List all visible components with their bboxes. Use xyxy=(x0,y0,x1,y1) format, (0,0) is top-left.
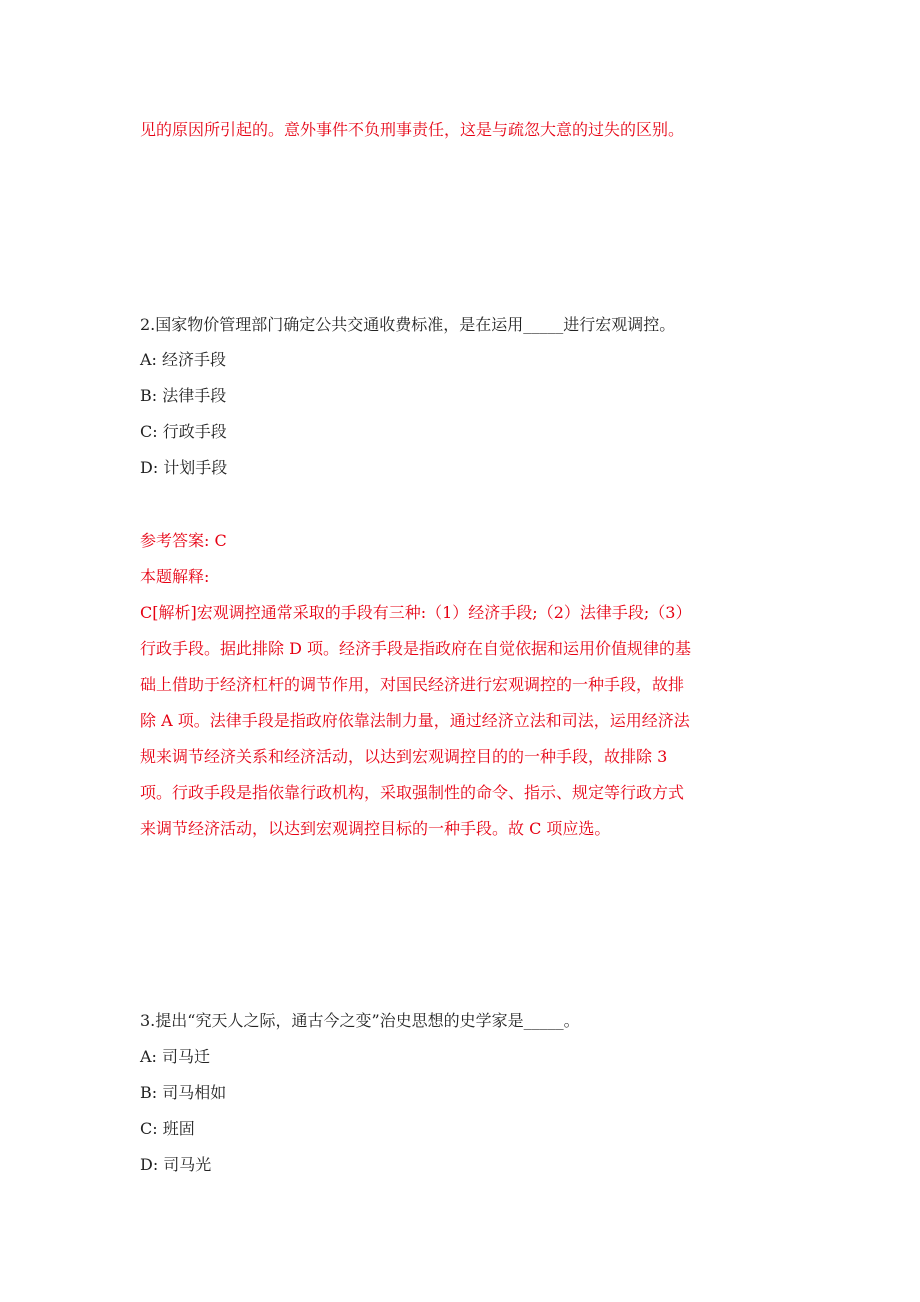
q2-explanation-line-1: C[解析]宏观调控通常采取的手段有三种:（1）经济手段;（2）法律手段;（3） xyxy=(140,603,692,622)
q3-stem: 3.提出“究天人之际，通古今之变”治史思想的史学家是_____。 xyxy=(140,1011,580,1030)
q2-stem: 2.国家物价管理部门确定公共交通收费标准，是在运用_____进行宏观调控。 xyxy=(140,315,676,334)
q2-option-c: C: 行政手段 xyxy=(140,422,227,441)
q3-option-a: A: 司马迁 xyxy=(140,1047,211,1066)
q2-option-b: B: 法律手段 xyxy=(140,386,227,405)
q3-option-b: B: 司马相如 xyxy=(140,1083,227,1102)
q2-explanation-line-6: 项。行政手段是指依靠行政机构，采取强制性的命令、指示、规定等行政方式 xyxy=(140,783,685,802)
q2-option-a: A: 经济手段 xyxy=(140,350,227,369)
q2-explanation-line-7: 来调节经济活动，以达到宏观调控目标的一种手段。故 C 项应选。 xyxy=(140,819,611,838)
prev-explanation-tail: 见的原因所引起的。意外事件不负刑事责任，这是与疏忽大意的过失的区别。 xyxy=(140,120,685,139)
q2-explanation-line-5: 规来调节经济关系和经济活动，以达到宏观调控目的的一种手段，故排除 3 xyxy=(140,747,668,766)
q2-answer: 参考答案: C xyxy=(140,531,227,550)
q2-explanation-line-3: 础上借助于经济杠杆的调节作用，对国民经济进行宏观调控的一种手段，故排 xyxy=(140,675,685,694)
q2-explanation-line-4: 除 A 项。法律手段是指政府依靠法制力量，通过经济立法和司法，运用经济法 xyxy=(140,711,690,730)
q3-option-c: C: 班固 xyxy=(140,1119,195,1138)
q3-option-d: D: 司马光 xyxy=(140,1155,212,1174)
q2-explanation-line-2: 行政手段。据此排除 D 项。经济手段是指政府在自觉依据和运用价值规律的基 xyxy=(140,639,692,658)
q2-option-d: D: 计划手段 xyxy=(140,458,228,477)
q2-explanation-heading: 本题解释: xyxy=(140,567,210,586)
